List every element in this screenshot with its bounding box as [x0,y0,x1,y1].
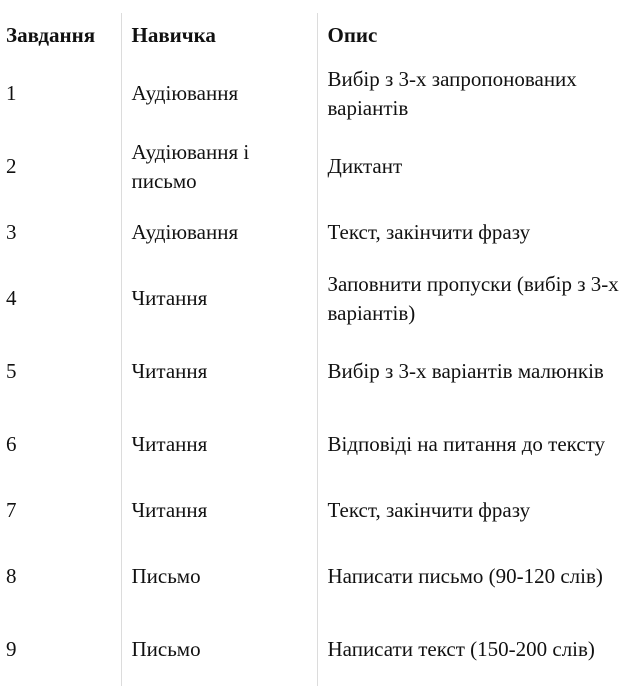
header-description: Опис [317,13,640,57]
cell-description: Написати текст (150-200 слів) [317,613,640,686]
cell-description: Текст, закінчити фразу [317,203,640,262]
cell-description: Відповіді на питання до тексту [317,408,640,481]
cell-skill: Читання [121,481,317,540]
cell-task: 7 [6,498,17,522]
cell-description: Написати письмо (90-120 слів) [317,540,640,613]
cell-task: 8 [6,564,17,588]
cell-description: Вибір з 3-х запропонованих варіантів [317,57,640,130]
table-row [0,540,640,613]
cell-skill: Письмо [121,540,317,613]
cell-description: Диктант [317,130,640,203]
table-row [0,262,640,335]
exam-tasks-table [0,13,640,686]
table-row [0,203,640,262]
cell-skill: Читання [121,335,317,408]
table-header-row [0,13,640,57]
cell-task: 4 [6,286,17,310]
cell-description: Текст, закінчити фразу [317,481,640,540]
cell-skill: Читання [121,262,317,335]
table-row [0,57,640,130]
cell-skill: Аудіювання і письмо [121,130,317,203]
table-row [0,613,640,686]
cell-task: 1 [6,81,17,105]
table-row [0,408,640,481]
cell-skill: Письмо [121,613,317,686]
header-skill: Навичка [121,13,317,57]
cell-task: 5 [6,359,17,383]
header-task: Завдання [6,22,96,47]
table-row [0,481,640,540]
cell-description: Вибір з 3-х варіантів малюнків [317,335,640,408]
table-row [0,335,640,408]
exam-tasks-table-container [0,13,640,661]
cell-skill: Читання [121,408,317,481]
cell-skill: Аудіювання [121,203,317,262]
table-row [0,130,640,203]
cell-task: 3 [6,220,17,244]
cell-description: Заповнити пропуски (вибір з 3-х варіантів) [317,262,640,335]
cell-task: 2 [6,154,17,178]
cell-task: 9 [6,637,17,661]
cell-skill: Аудіювання [121,57,317,130]
cell-task: 6 [6,432,17,456]
